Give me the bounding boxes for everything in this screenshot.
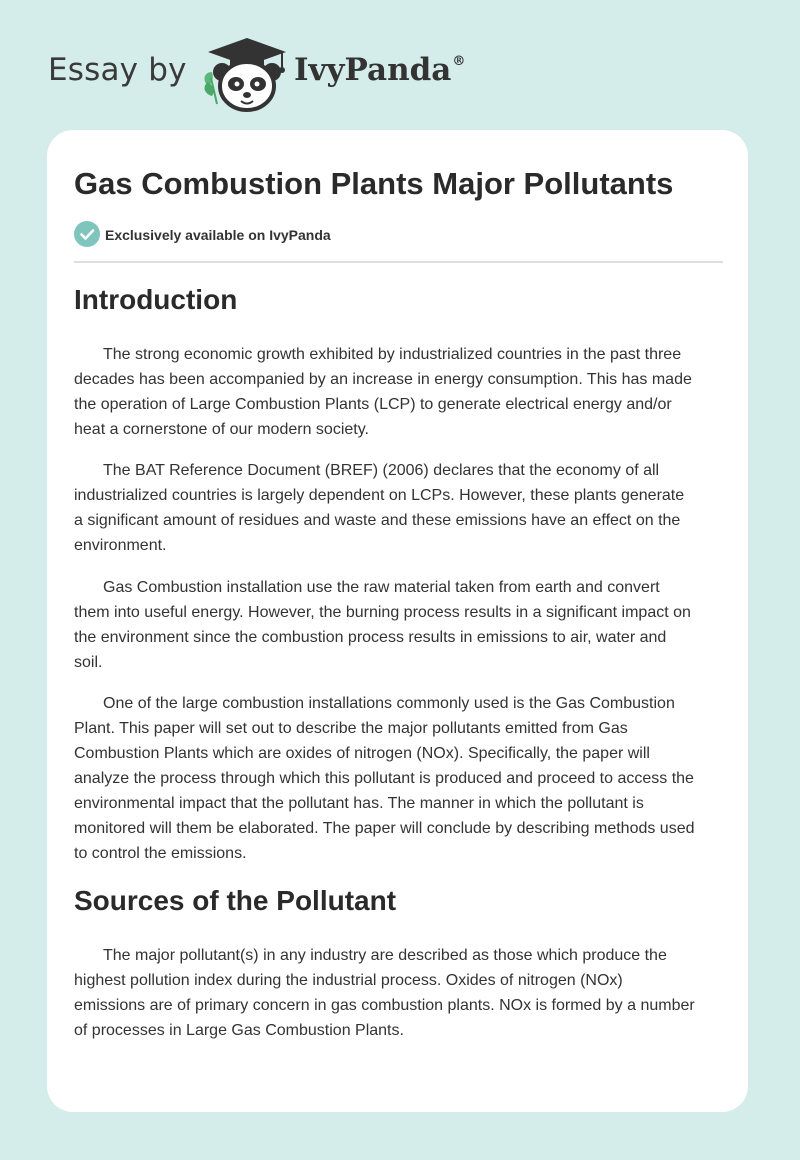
section-heading-introduction: Introduction — [74, 284, 238, 315]
paragraph-line: soil. — [74, 654, 103, 671]
paragraph — [74, 691, 724, 866]
exclusive-badge-text: Exclusively available on IvyPanda — [105, 227, 331, 243]
paragraph-line: Gas Combustion installation use the raw material taken from earth and convert — [103, 579, 660, 596]
paragraph-line: Plant. This paper will set out to describe the major pollutants emitted from Gas — [74, 720, 628, 737]
paragraph — [74, 943, 724, 1043]
panda-graduation-cap-icon — [200, 34, 294, 114]
paragraph-line: Combustion Plants which are oxides of nitrogen (NOx). Specifically, the paper will — [74, 745, 650, 762]
paragraph-line: emissions are of primary concern in gas combustion plants. NOx is formed by a number — [74, 997, 695, 1014]
paragraph-line: One of the large combustion installations commonly used is the Gas Combustion — [103, 695, 675, 712]
paragraph-line: industrialized countries is largely dependent on LCPs. However, these plants generate — [74, 487, 685, 504]
paragraph-line: the environment since the combustion process results in emissions to air, water and — [74, 629, 667, 646]
paragraph-line: heat a cornerstone of our modern society. — [74, 421, 369, 438]
paragraph-line: The BAT Reference Document (BREF) (2006) declares that the economy of all — [103, 462, 660, 479]
paragraph-line: environmental impact that the pollutant has. The manner in which the pollutant is — [74, 795, 644, 812]
paragraph-line: to control the emissions. — [74, 845, 247, 862]
paragraph — [74, 458, 724, 558]
paragraph-line: The strong economic growth exhibited by industrialized countries in the past three — [103, 346, 682, 363]
section-heading-sources: Sources of the Pollutant — [74, 885, 397, 916]
paragraph — [74, 342, 724, 442]
brand-prefix: Essay by — [48, 52, 187, 88]
paragraph-line: a significant amount of residues and waste and these emissions have an effect on the — [74, 512, 681, 529]
paragraph-line: analyze the process through which this pollutant is produced and proceed to access the — [74, 770, 694, 787]
paragraph — [74, 575, 724, 675]
check-circle-icon — [74, 221, 100, 247]
paragraph-line: them into useful energy. However, the burning process results in a significant impact on — [74, 604, 691, 621]
paragraph-line: of processes in Large Gas Combustion Plants. — [74, 1022, 404, 1039]
divider — [74, 261, 723, 263]
paragraph-line: the operation of Large Combustion Plants (LCP) to generate electrical energy and/or — [74, 396, 672, 413]
page-title: Gas Combustion Plants Major Pollutants — [74, 166, 674, 201]
registered-mark: ® — [452, 54, 466, 69]
exclusive-badge — [74, 221, 474, 247]
paragraph-line: highest pollution index during the industrial process. Oxides of nitrogen (NOx) — [74, 972, 623, 989]
paragraph-line: monitored will them be elaborated. The paper will conclude by describing methods used — [74, 820, 695, 837]
paragraph-line: environment. — [74, 537, 167, 554]
brand-header[interactable] — [48, 34, 468, 114]
paragraph-line: The major pollutant(s) in any industry are described as those which produce the — [103, 947, 667, 964]
article-card — [47, 130, 748, 1112]
brand-name-text: IvyPanda — [294, 52, 452, 88]
brand-name — [294, 52, 465, 88]
paragraph-line: decades has been accompanied by an increase in energy consumption. This has made — [74, 371, 692, 388]
